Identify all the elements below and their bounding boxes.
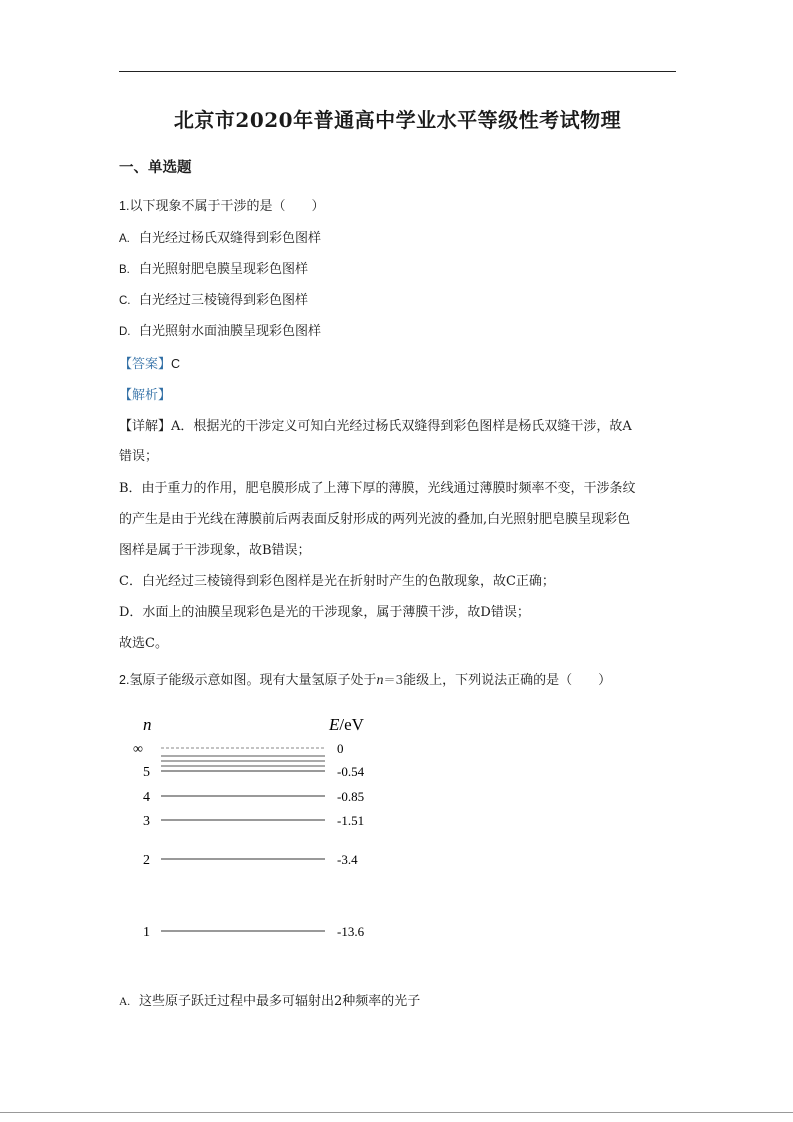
analysis-line <box>119 384 171 403</box>
level-number-label: 4 <box>143 790 150 805</box>
option-text: 白光照射水面油膜呈现彩色图样 <box>139 324 322 339</box>
question-2-stem <box>119 669 611 689</box>
option-c <box>119 289 308 308</box>
question-1-stem <box>119 195 324 214</box>
level-number-label: 1 <box>143 925 150 940</box>
option-letter: D. <box>119 326 131 338</box>
detail-line: C．白光经过三棱镜得到彩色图样是光在折射时产生的色散现象，故C正确； <box>119 574 555 589</box>
detail-line: B．由于重力的作用，肥皂膜形成了上薄下厚的薄膜，光线通过薄膜时频率不变，干涉条纹 <box>119 481 636 496</box>
option-b <box>119 258 308 277</box>
page-title: 北京市2020年普通高中学业水平等级性考试物理 <box>173 108 622 132</box>
detail-line: 【详解】A．根据光的干涉定义可知白光经过杨氏双缝得到彩色图样是杨氏双缝干涉，故A <box>119 419 632 434</box>
option-text: 这些原子跃迁过程中最多可辐射出2种频率的光子 <box>139 994 421 1009</box>
option-text: 白光经过杨氏双缝得到彩色图样 <box>139 231 322 246</box>
option-letter: C. <box>119 295 131 307</box>
option-letter: A. <box>119 996 131 1008</box>
level-energy-label: -3.4 <box>337 852 358 867</box>
option-d <box>119 320 321 339</box>
analysis-tag: 【解析】 <box>119 388 172 403</box>
question-text: 能级上，下列说法正确的是（ ） <box>403 673 612 688</box>
question-number: 2. <box>119 673 130 687</box>
level-energy-label: -0.85 <box>337 789 365 804</box>
detail-line: D．水面上的油膜呈现彩色是光的干涉现象，属于薄膜干涉，故D错误； <box>119 605 530 620</box>
footer-rule <box>0 1112 793 1113</box>
level-number-label: 2 <box>143 853 150 868</box>
variable-n: n <box>376 673 384 688</box>
level-number-label: 3 <box>143 814 150 829</box>
option-text: 白光照射肥皂膜呈现彩色图样 <box>139 262 309 277</box>
energy-axis-label: E/eV <box>329 715 364 734</box>
detail-line: 的产生是由于光线在薄膜前后两表面反射形成的两列光波的叠加,白光照射肥皂膜呈现彩色 <box>119 512 631 527</box>
option-letter: B. <box>119 264 130 276</box>
n-axis-label: n <box>143 715 152 734</box>
question-number: 1. <box>119 199 130 213</box>
header-rule <box>119 71 676 72</box>
question-text: 氢原子能级示意如图。现有大量氢原子处于 <box>129 673 377 688</box>
detail-line: 图样是属于干涉现象，故B错误； <box>119 543 311 558</box>
question-2-option-a <box>119 990 420 1009</box>
energy-level-diagram <box>0 700 793 960</box>
level-number-label: ∞ <box>133 742 143 757</box>
level-number-label: 5 <box>143 765 150 780</box>
detail-line: 故选C。 <box>119 636 168 651</box>
answer-line <box>119 353 180 372</box>
level-energy-label: -13.6 <box>337 924 365 939</box>
option-text: 白光经过三棱镜得到彩色图样 <box>139 293 309 308</box>
answer-value: C <box>171 357 181 371</box>
equals-value: ＝3 <box>383 673 404 687</box>
level-energy-label: -0.54 <box>337 764 365 779</box>
question-text: 以下现象不属于干涉的是（ ） <box>129 199 325 214</box>
section-heading: 一、单选题 <box>119 159 192 176</box>
answer-tag: 【答案】 <box>119 357 172 372</box>
option-a <box>119 227 321 246</box>
level-energy-label: 0 <box>337 741 344 756</box>
detail-line: 错误； <box>119 449 159 464</box>
option-letter: A. <box>119 233 130 245</box>
level-energy-label: -1.51 <box>337 813 365 828</box>
